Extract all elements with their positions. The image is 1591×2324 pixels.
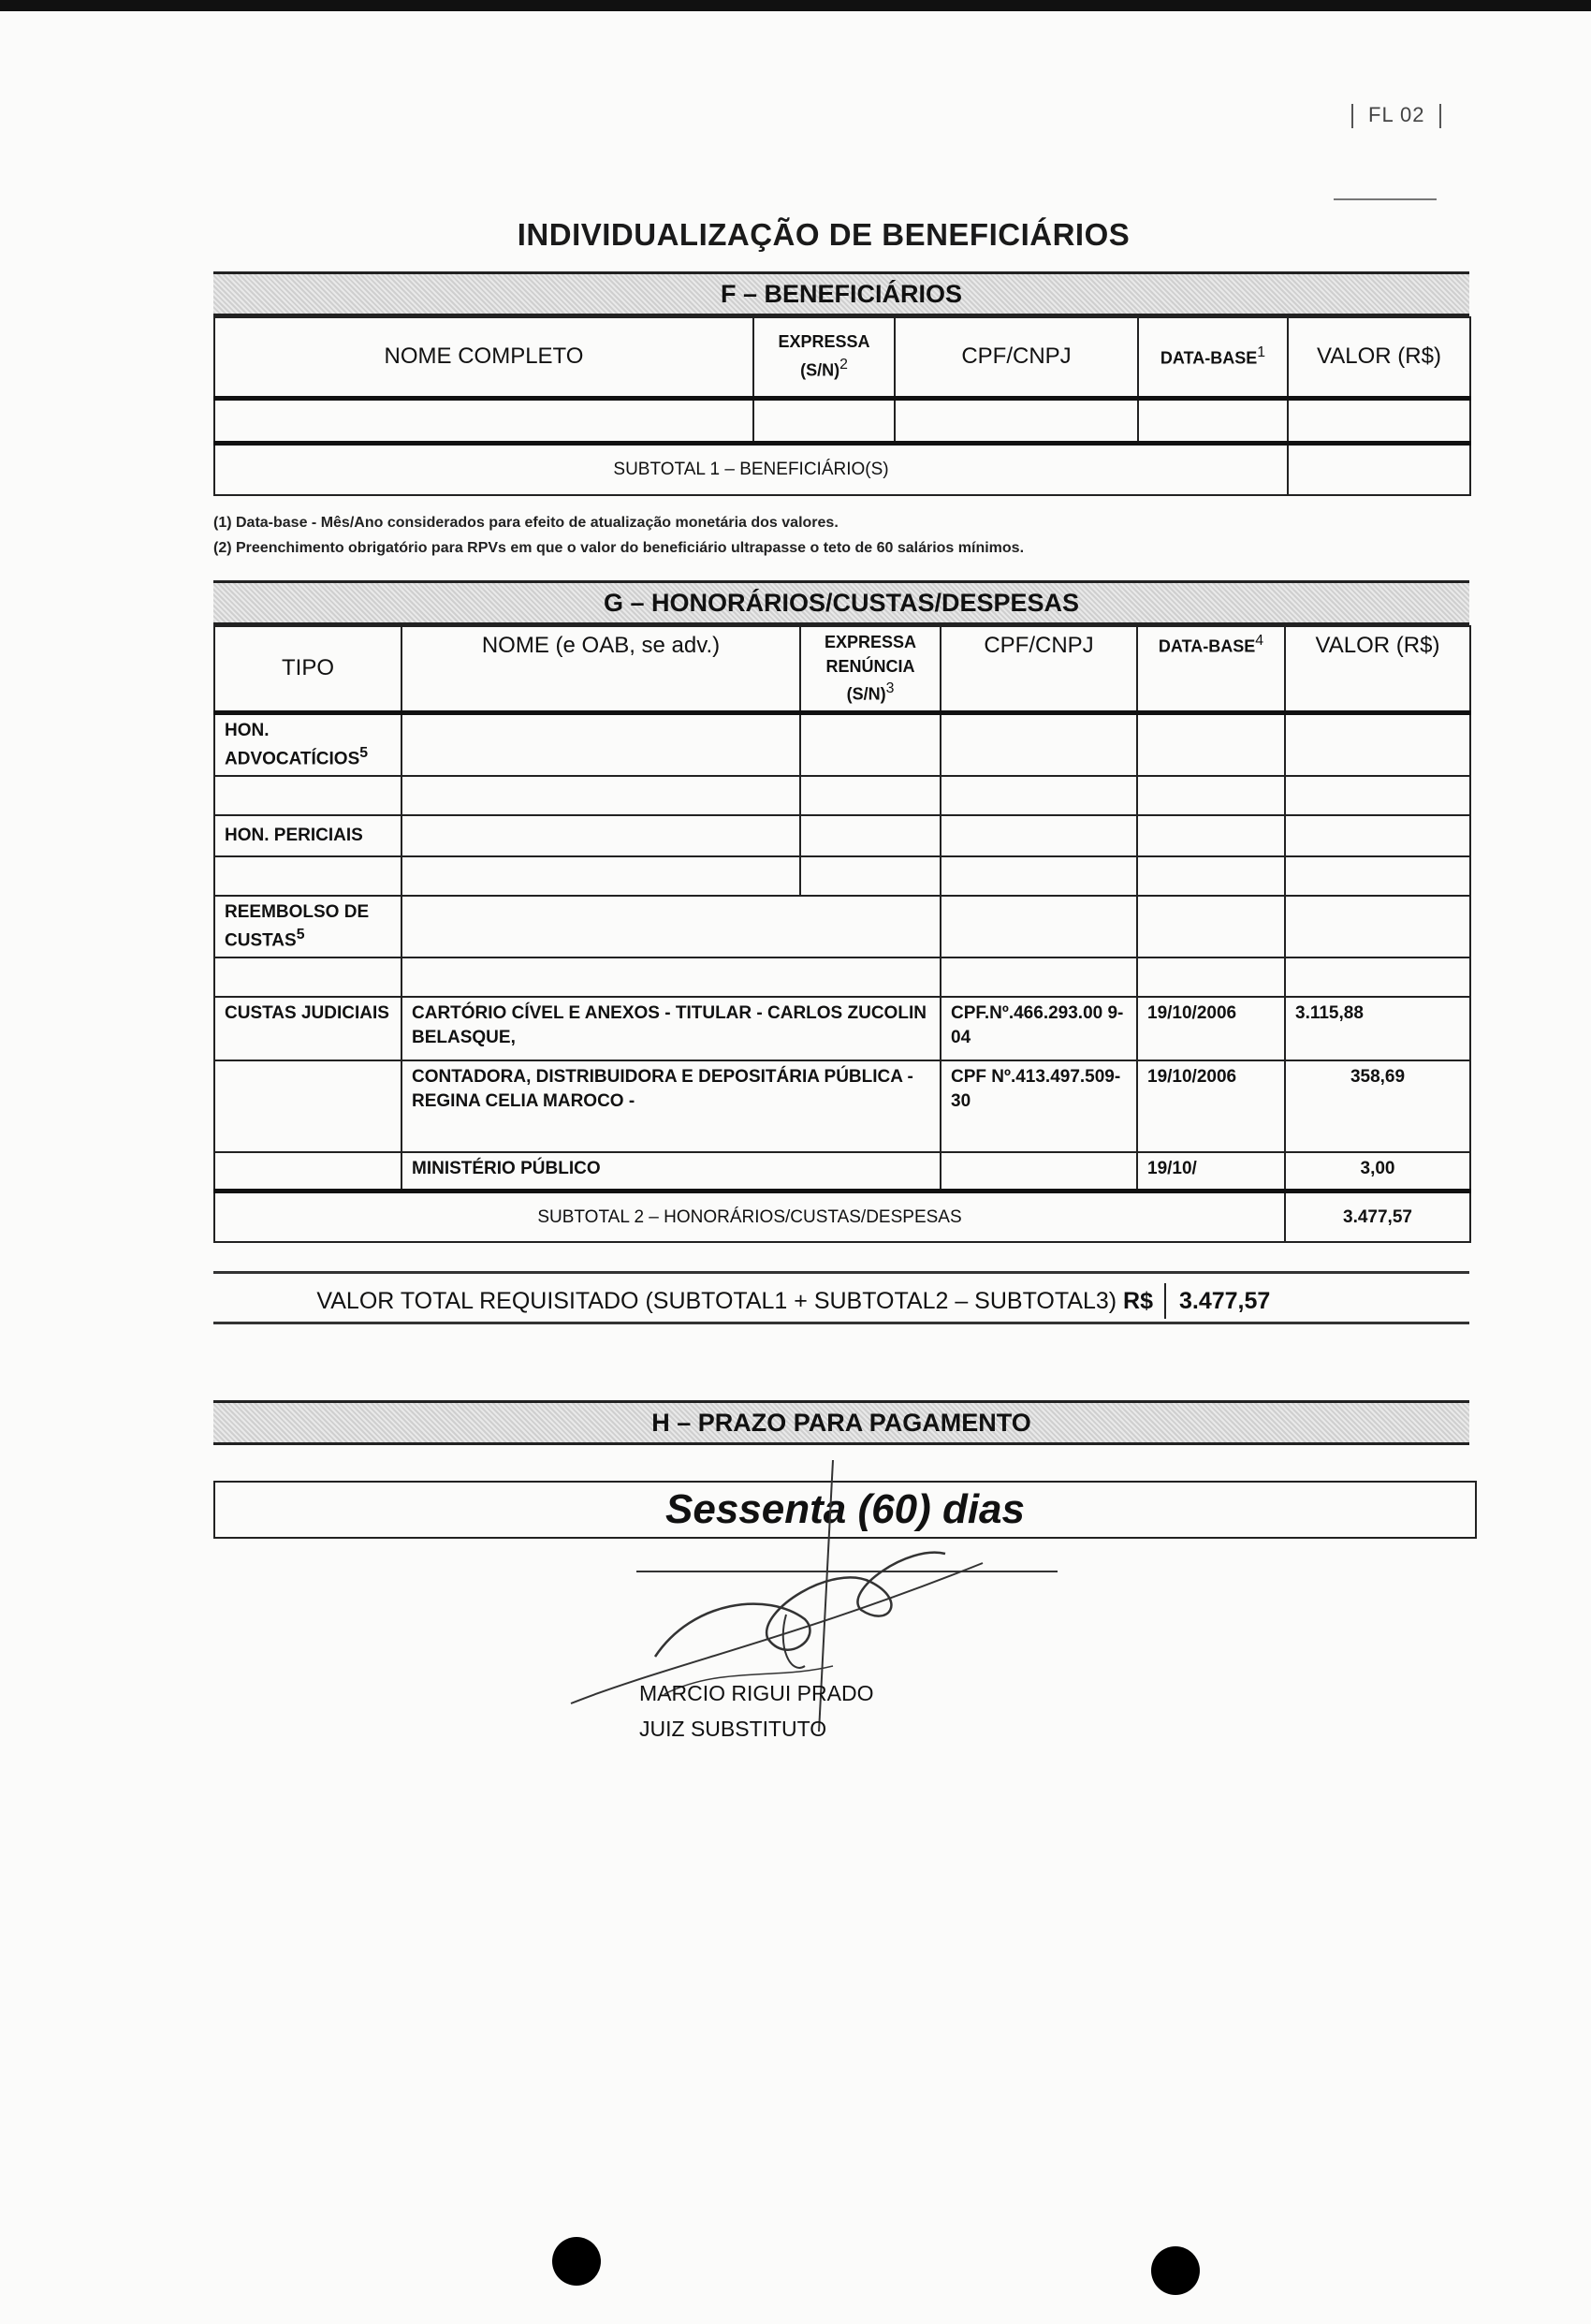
type-hon-periciais: HON. PERICIAIS [214,815,401,856]
section-f-title: F – BENEFICIÁRIOS [213,271,1469,316]
row-hon-advocaticios [214,713,1470,776]
section-g-title: G – HONORÁRIOS/CUSTAS/DESPESAS [213,580,1469,625]
type-custas-judiciais: CUSTAS JUDICIAIS [214,997,401,1060]
subtotal-1-label: SUBTOTAL 1 – BENEFICIÁRIO(S) [214,443,1288,495]
subtotal-1-value [1288,443,1470,495]
header-data-base-g: DATA-BASE$^4$ [1137,626,1285,713]
cell-nome: MINISTÉRIO PÚBLICO [401,1152,941,1191]
payment-deadline: Sessenta (60) dias [213,1481,1477,1539]
header-nome-oab: NOME (e OAB, se adv.) [401,626,800,713]
header-cpf-cnpj-g: CPF/CNPJ [941,626,1137,713]
cell-valor: 3,00 [1285,1152,1470,1191]
header-cpf-cnpj: CPF/CNPJ [895,317,1138,398]
scan-edge [0,0,1591,11]
header-valor: VALOR (R$) [1288,317,1470,398]
note-2: (2) Preenchimento obrigatório para RPVs em que o valor do beneficiário ultrapasse o teto de 60 salários mínimos. [213,540,1025,557]
row-reembolso [214,896,1470,957]
header-data-base: DATA-BASE$^1$ [1138,317,1288,398]
beneficiaries-table [213,316,1471,496]
header-expressa: EXPRESSA $(S/N)^2$ [753,317,895,398]
cell-data: 19/10/ [1137,1152,1285,1191]
beneficiary-row-empty [214,398,1470,443]
total-rule-bottom [213,1322,1469,1324]
header-expressa-renuncia: EXPRESSA RENÚNCIA $(S/N)^3$ [800,626,941,713]
row-custas-2 [214,1060,1470,1152]
total-value: 3.477,57 [1179,1287,1271,1314]
row-custas-3 [214,1152,1470,1191]
cell-nome: CARTÓRIO CÍVEL E ANEXOS - TITULAR - CARLOS ZUCOLIN BELASQUE, [401,997,941,1060]
beneficiaries-header-row [214,317,1470,398]
page-number-underline [1334,198,1437,200]
cell-cpf [941,1152,1137,1191]
cell-valor: 3.115,88 [1285,997,1470,1060]
judge-name: MARCIO RIGUI PRADO [639,1681,874,1705]
type-reembolso-custas: REEMBOLSO DE CUSTAS$^5$ [214,896,401,957]
document-title: INDIVIDUALIZAÇÃO DE BENEFICIÁRIOS [517,217,1131,252]
section-f-notes [213,510,1024,561]
row-empty-3 [214,957,1470,997]
cell-data: 19/10/2006 [1137,1060,1285,1152]
punch-hole-left [552,2237,601,2286]
cell-valor: 358,69 [1285,1060,1470,1152]
header-valor-g: VALOR (R$) [1285,626,1470,713]
row-empty-2 [214,856,1470,896]
cell-data: 19/10/2006 [1137,997,1285,1060]
subtotal-2-row [214,1191,1470,1242]
header-nome-completo: NOME COMPLETO [214,317,753,398]
subtotal-1-row [214,443,1470,495]
row-hon-periciais [214,815,1470,856]
fees-table [213,625,1471,1243]
row-empty-1 [214,776,1470,815]
cell-cpf: CPF.Nº.466.293.00 9-04 [941,997,1137,1060]
subtotal-2-label: SUBTOTAL 2 – HONORÁRIOS/CUSTAS/DESPESAS [214,1191,1285,1242]
cell-nome: CONTADORA, DISTRIBUIDORA E DEPOSITÁRIA PÚBLICA - REGINA CELIA MAROCO - [401,1060,941,1152]
punch-hole-right [1151,2246,1200,2295]
page-number: FL 02 [1336,103,1456,128]
cell-cpf: CPF Nº.413.497.509-30 [941,1060,1137,1152]
judge-title: JUIZ SUBSTITUTO [639,1717,827,1741]
header-tipo: TIPO [214,626,401,713]
section-h-title: H – PRAZO PARA PAGAMENTO [213,1400,1469,1445]
fees-header-row [214,626,1470,713]
row-custas-1 [214,997,1470,1060]
total-rule-top [213,1271,1469,1274]
type-hon-advocaticios: HON. ADVOCATÍCIOS$^5$ [214,713,401,776]
note-1: (1) Data-base - Mês/Ano considerados para efeito de atualização monetária dos valores. [213,515,839,531]
total-label: VALOR TOTAL REQUISITADO (SUBTOTAL1 + SUBTOTAL2 – SUBTOTAL3) R$ [316,1287,1153,1314]
total-requested-row [213,1280,1469,1322]
subtotal-2-value: 3.477,57 [1285,1191,1470,1242]
